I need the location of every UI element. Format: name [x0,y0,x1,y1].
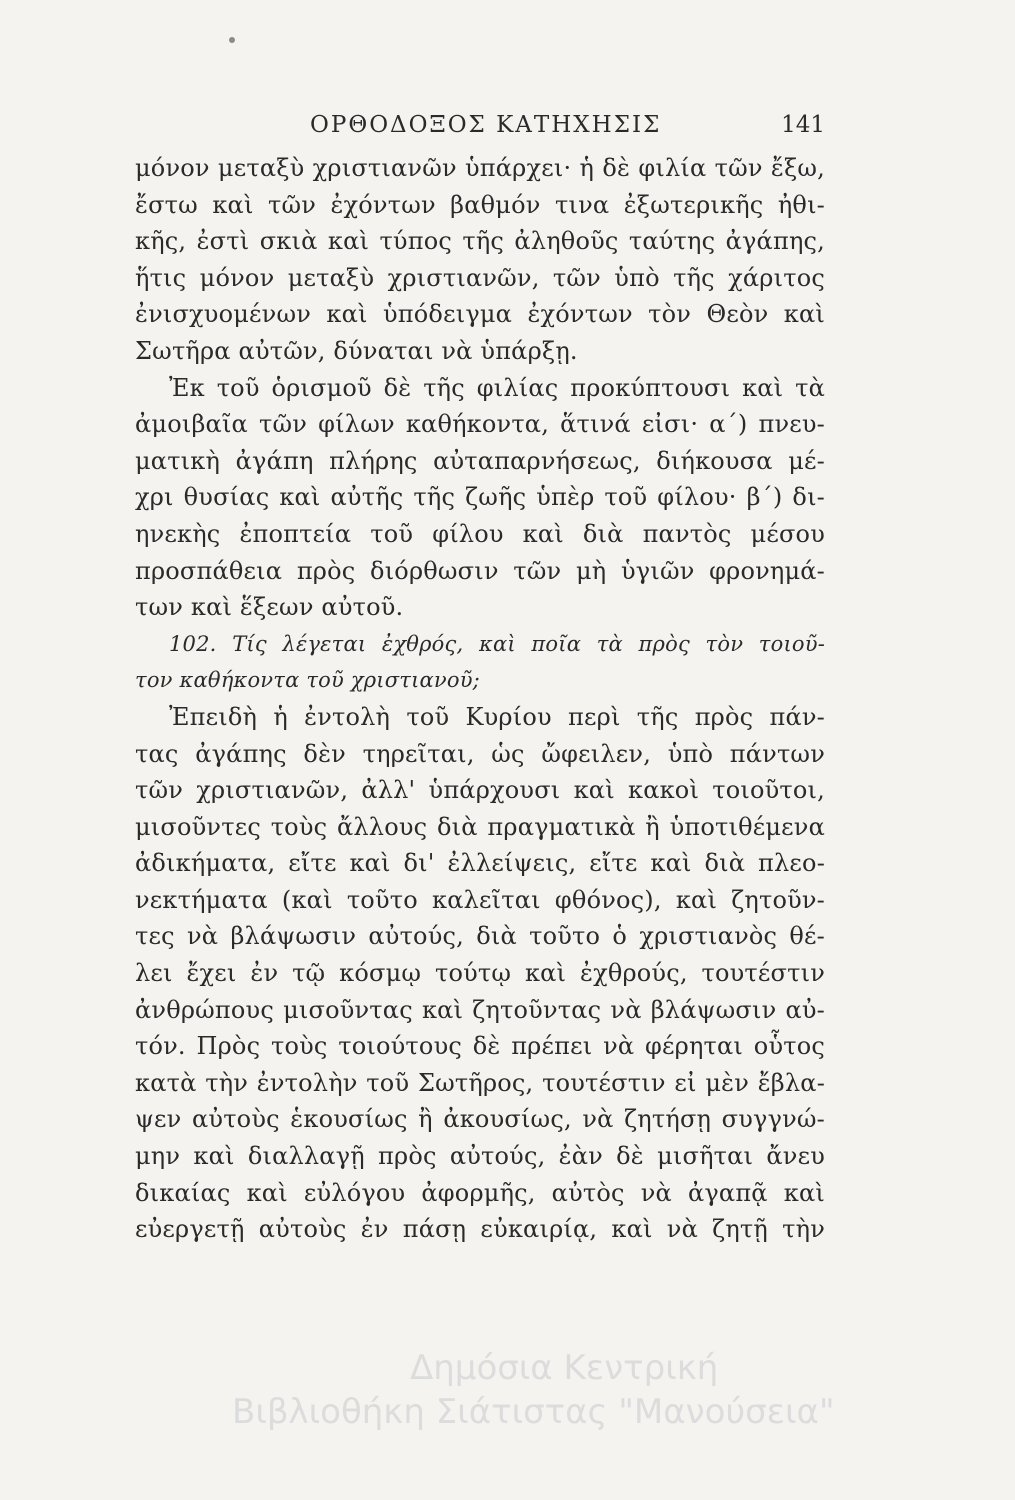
text-line: μόνον μεταξὺ χριστιανῶν ὑπάρχει· ἡ δὲ φιλία τῶν ἔξω, [135,154,825,182]
text-line: νεκτήματα (καὶ τοῦτο καλεῖται φθόνος), καὶ ζητοῦν- [135,885,825,914]
text-line: εὐεργετῇ αὐτοὺς ἐν πάσῃ εὐκαιρίᾳ, καὶ νὰ ζητῇ τὴν [135,1215,825,1244]
text-line: δικαίας καὶ εὐλόγου ἀφορμῆς, αὐτὸς νὰ ἀγαπᾷ καὶ [135,1178,825,1207]
text-line: κῆς, ἐστὶ σκιὰ καὶ τύπος τῆς ἀληθοῦς ταύτης ἀγάπης, [135,227,825,256]
text-line: τες νὰ βλάψωσιν αὐτούς, διὰ τοῦτο ὁ χριστιανὸς θέ- [135,922,825,951]
library-watermark-line2: Βιβλιοθήκη Σιάτιστας "Μανούσεια" [232,1392,835,1432]
library-watermark-line1: Δημόσια Κεντρική [410,1348,719,1388]
text-line: Ἐπειδὴ ἡ ἐντολὴ τοῦ Κυρίου περὶ τῆς πρὸς πάν- [169,702,825,731]
text-line: Ἐκ τοῦ ὁρισμοῦ δὲ τῆς φιλίας προκύπτουσι καὶ τὰ [169,373,825,402]
text-line: Σωτῆρα αὐτῶν, δύναται νὰ ὑπάρξῃ. [135,336,578,365]
ink-dot [229,37,235,43]
body-text [135,150,825,1248]
text-line: ἀμοιβαῖα τῶν φίλων καθήκοντα, ἅτινά εἰσι· α΄) πνευ- [135,410,825,439]
text-line: τόν. Πρὸς τοὺς τοιούτους δὲ πρέπει νὰ φέρηται οὗτος [135,1032,825,1061]
text-line: κατὰ τὴν ἐντολὴν τοῦ Σωτῆρος, τουτέστιν εἰ μὲν ἔβλα- [135,1068,825,1097]
text-line: ἥτις μόνον μεταξὺ χριστιανῶν, τῶν ὑπὸ τῆς χάριτος [135,263,825,292]
text-line: ἔστω καὶ τῶν ἐχόντων βαθμόν τινα ἐξωτερικῆς ἠθι- [135,190,825,219]
text-line: ψεν αὐτοὺς ἑκουσίως ἢ ἀκουσίως, νὰ ζητήσῃ συγγνώ- [135,1105,825,1134]
text-line: λει ἔχει ἐν τῷ κόσμῳ τούτῳ καὶ ἐχθρούς, τουτέστιν [135,959,825,988]
running-title: ΟΡΘΟΔΟΞΟΣ ΚΑΤΗΧΗΣΙΣ [310,112,662,138]
text-line: ἀνθρώπους μισοῦντας καὶ ζητοῦντας νὰ βλάψωσιν αὐ- [135,995,825,1024]
text-line: μισοῦντες τοὺς ἄλλους διὰ πραγματικὰ ἢ ὑποτιθέμενα [135,812,825,841]
text-line: ἀδικήματα, εἴτε καὶ δι' ἐλλείψεις, εἴτε καὶ διὰ πλεο- [135,849,825,878]
text-line: ματικὴ ἀγάπη πλήρης αὐταπαρνήσεως, διήκουσα μέ- [135,446,825,475]
text-line: τας ἀγάπης δὲν τηρεῖται, ὡς ὤφειλεν, ὑπὸ πάντων [135,739,825,768]
text-line: μην καὶ διαλλαγῇ πρὸς αὐτούς, ἐὰν δὲ μισῆται ἄνευ [135,1142,825,1171]
page-number: 141 [781,112,825,138]
text-line: χρι θυσίας καὶ αὐτῆς τῆς ζωῆς ὑπὲρ τοῦ φίλου· β΄) δι- [135,483,825,512]
text-line: των καὶ ἕξεων αὐτοῦ. [135,593,404,622]
question-heading: τον καθήκοντα τοῦ χριστιανοῦ; [135,668,480,693]
text-line: προσπάθεια πρὸς διόρθωσιν τῶν μὴ ὑγιῶν φρονημά- [135,556,825,585]
text-line: ἐνισχυομένων καὶ ὑπόδειγμα ἐχόντων τὸν Θεὸν καὶ [135,300,825,329]
running-header [135,103,825,143]
question-heading: 102. Τίς λέγεται ἐχθρός, καὶ ποῖα τὰ πρὸς τὸν τοιοῦ- [169,631,825,656]
text-line: ηνεκὴς ἐποπτεία τοῦ φίλου καὶ διὰ παντὸς μέσου [135,519,825,548]
text-line: τῶν χριστιανῶν, ἀλλ' ὑπάρχουσι καὶ κακοὶ τοιοῦτοι, [135,776,825,805]
